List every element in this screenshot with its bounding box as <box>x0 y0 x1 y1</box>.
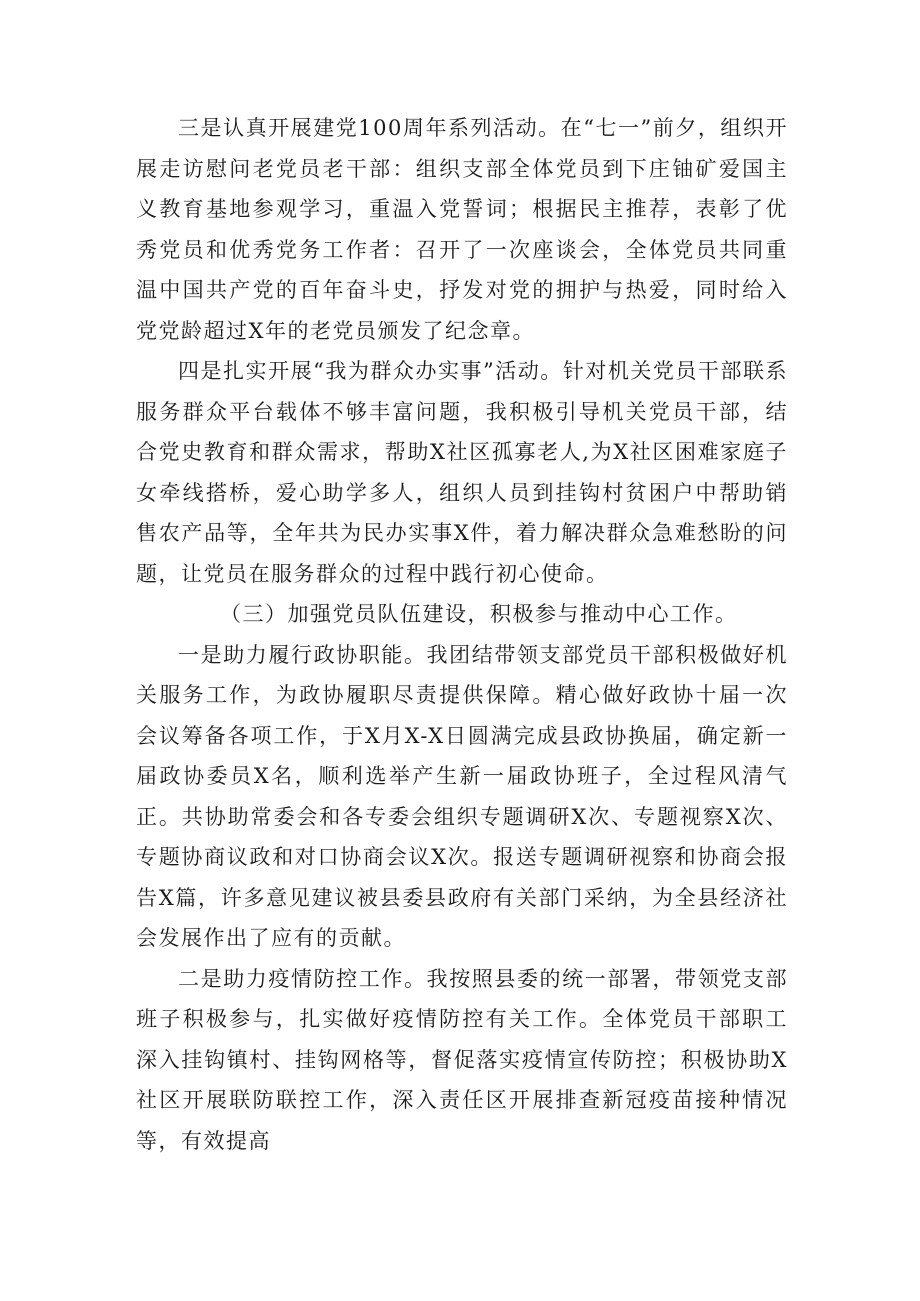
paragraph-serve-the-masses: 四是扎实开展“我为群众办实事”活动。针对机关党员干部联系服务群众平台载体不够丰富问题，我积极引导机关党员干部，结合党史教育和群众需求，帮助X社区孤寡老人,为X社区困难家庭子女牵线搭桥，爱心助学多人，组织人员到挂钩村贫困户中帮助销售农产品等，全年共为民办实事X件，着力解决群众急难愁盼的问题，让党员在服务群众的过程中践行初心使命。 <box>136 359 788 586</box>
section-heading-team-building: （三）加强党员队伍建设，积极参与推动中心工作。 <box>220 602 738 626</box>
paragraph-party-centenary-activities: 三是认真开展建党100周年系列活动。在“七一”前夕，组织开展走访慰问老党员老干部：组织支部全体党员到下庄铀矿爱国主义教育基地参观学习，重温入党誓词；根据民主推荐，表彰了优秀党员和优秀党务工作者：召开了一次座谈会，全体党员共同重温中国共产党的百年奋斗史，抒发对党的拥护与热爱，同时给入党党龄超过X年的老党员颁发了纪念章。 <box>136 116 788 343</box>
document-body <box>136 108 788 1161</box>
paragraph-cppcc-duties: 一是助力履行政协职能。我团结带领支部党员干部积极做好机关服务工作，为政协履职尽责提供保障。精心做好政协十届一次会议筹备各项工作，于X月X-X日圆满完成县政协换届，确定新一届政协委员X名，顺利选举产生新一届政协班子，全过程风清气正。共协助常委会和各专委会组织专题调研X次、专题视察X次、专题协商议政和对口协商会议X次。报送专题调研视察和协商会报告X篇，许多意见建议被县委县政府有关部门采纳，为全县经济社会发展作出了应有的贡献。 <box>136 642 788 950</box>
paragraph-epidemic-prevention: 二是助力疫情防控工作。我按照县委的统一部署，带领党支部班子积极参与，扎实做好疫情防控有关工作。全体党员干部职工深入挂钩镇村、挂钩网格等，督促落实疫情宣传防控；积极协助X社区开展联防联控工作，深入责任区开展排查新冠疫苗接种情况等，有效提高 <box>136 966 788 1153</box>
